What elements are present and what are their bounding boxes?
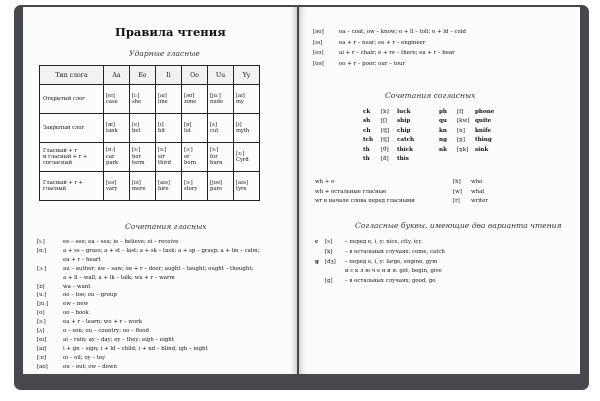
transcription: [uː]	[37, 292, 47, 299]
transcription: [juː]	[37, 301, 49, 308]
syllable-type-cell: Закрытый слог	[40, 114, 104, 143]
table-cell: [iː] she	[130, 85, 156, 114]
vowel-r-line	[313, 50, 455, 56]
table-cell: [juː] nude	[208, 85, 234, 114]
vowel-r-line	[313, 40, 425, 46]
combo-text: o – son; ou – country; oo – flood	[63, 328, 149, 334]
transcription: [ɜː]	[37, 319, 46, 326]
consonant-cell: luck	[397, 108, 411, 115]
transcription: [eə]	[313, 50, 324, 56]
combo-line	[37, 239, 178, 245]
wh-word: writer	[471, 198, 488, 204]
transcription: [ɪə]	[313, 39, 323, 46]
table-cell: [ɪə] mere	[130, 172, 156, 201]
consonant-cell: ck	[363, 108, 371, 115]
consonant-row	[363, 136, 505, 146]
consonant-row	[363, 145, 505, 155]
vowel-r-line	[313, 61, 405, 67]
combo-text: ee – see; ea – sea; ie – believe; ei – receive	[63, 239, 179, 245]
wh-rule: wh + остальные гласные	[315, 188, 387, 195]
consonant-cell: catch	[397, 137, 415, 144]
combo-text: ew – new	[63, 301, 89, 308]
syllable-type-cell: Гласный + r + гласный	[40, 172, 104, 201]
consonant-cell: sh	[363, 118, 371, 125]
combo-text: oo – too; ou – group	[63, 292, 117, 299]
consonant-cell: quite	[475, 118, 492, 125]
consonant-cell	[439, 155, 457, 165]
consonant-cell: chip	[397, 127, 411, 134]
consonant-cell: th	[363, 146, 370, 153]
transcription: [ɑː]	[37, 247, 47, 254]
table-cell: [aɪ] my	[234, 85, 260, 114]
table-cell: [ɒ] lot	[182, 114, 208, 143]
consonant-cell	[457, 155, 475, 165]
double-text: – в остальных случаях: good, go	[345, 278, 436, 285]
consonant-cell: th	[363, 156, 370, 163]
combo-text: ai – rain; ay – day; ey – they; eigh – eight	[63, 336, 174, 343]
consonant-cell: [tʃ]	[381, 127, 390, 134]
transcription: [əʊ]	[313, 29, 324, 35]
table-cell: [aɪə] hire	[156, 172, 182, 201]
double-text: и с к л ю ч е н и я: get, begin, give	[345, 268, 442, 275]
combo-line	[37, 301, 88, 307]
consonant-cell: ch	[363, 127, 371, 134]
wh-tr: [h]	[453, 179, 461, 185]
table-header: Ee	[130, 66, 156, 85]
vowel-combinations-title: Сочетания гласных	[125, 222, 207, 231]
table-cell: [ɜː] sir third	[156, 143, 182, 172]
line-text: oo + r – poor; our – tour	[339, 60, 406, 67]
table-row	[40, 143, 260, 172]
transcription: [aɪ]	[37, 345, 47, 352]
wh-word: what	[471, 188, 485, 195]
table-cell: [aɪ] line	[156, 85, 182, 114]
combo-line	[37, 346, 208, 352]
line-text: oa – coat; ow – know; o + ll – toll; o + ld – cold	[339, 29, 466, 35]
double-letter: g	[315, 258, 319, 265]
double-text: – в остальных случаях: come, catch	[345, 248, 445, 255]
double-text: – перед e, i, y: nice, city, icy	[345, 239, 422, 245]
combo-line	[37, 364, 117, 370]
consonant-cell: [kw]	[457, 118, 470, 125]
combo-text: ea + r – heart	[63, 256, 101, 263]
consonant-cell: [ŋk]	[457, 146, 469, 153]
transcription: [aʊ]	[37, 363, 48, 370]
table-header: Oo	[182, 66, 208, 85]
consonant-cell: [ʃ]	[381, 118, 387, 125]
stressed-vowels-subtitle: Ударные гласные	[129, 49, 200, 58]
table-cell: [ɪ] bit	[156, 114, 182, 143]
transcription: [ɔɪ]	[37, 354, 46, 361]
table-cell: [ɜː] her term	[130, 143, 156, 172]
vowel-r-line	[313, 29, 466, 35]
consonant-cell: ph	[439, 108, 447, 115]
transcription: [ʌ]	[37, 328, 45, 334]
consonant-cell: [k]	[381, 108, 389, 115]
table-cell: [ɜː] fur burn	[208, 143, 234, 172]
combo-line	[37, 337, 174, 343]
wh-rule: wh + o	[315, 179, 335, 185]
combo-text: au – author; aw – saw; oo + r – door; aught – taught; ought – thought;	[63, 265, 254, 272]
table-row	[40, 114, 260, 143]
double-tr: [s]	[325, 239, 332, 245]
syllable-type-cell: Гласный + r и гласный + r + согласный	[40, 143, 104, 172]
consonant-cell	[475, 155, 505, 165]
consonant-cell: this	[397, 156, 409, 163]
combo-text: wa – want	[63, 283, 91, 290]
double-reading-title: Согласные буквы, имеющие два варианта чтения	[355, 221, 562, 230]
consonant-cell: phone	[475, 108, 495, 115]
syllable-type-cell: Открытый слог	[40, 85, 104, 114]
right-page	[299, 7, 580, 374]
wh-tr: [r]	[453, 198, 460, 204]
table-cell: [aɪə] tyre	[234, 172, 260, 201]
table-header: Uu	[208, 66, 234, 85]
consonant-row	[363, 155, 505, 165]
table-cell: [jʊə] pure	[208, 172, 234, 201]
table-cell: [ʌ] cut	[208, 114, 234, 143]
consonant-cell: ship	[397, 118, 411, 125]
consonant-cell: nk	[439, 146, 447, 153]
consonant-cell: [ŋ]	[457, 137, 465, 144]
transcription: [ʊə]	[313, 60, 324, 67]
consonant-cell: knife	[475, 127, 492, 134]
table-row	[40, 172, 260, 201]
table-cell: [æ] tank	[104, 114, 130, 143]
combo-line	[37, 266, 253, 272]
consonant-row	[363, 126, 505, 136]
consonant-cell: thick	[397, 146, 414, 153]
combo-line	[37, 310, 89, 316]
combo-line	[37, 275, 175, 281]
double-letter: c	[315, 239, 319, 245]
consonant-cell: qu	[439, 118, 447, 125]
consonant-cell: [f]	[457, 108, 464, 115]
combo-line	[37, 328, 149, 334]
table-header: Ii	[156, 66, 182, 85]
consonant-cell: [ð]	[381, 156, 389, 163]
wh-word: who	[471, 179, 483, 185]
table-header: Тип слога	[40, 66, 104, 85]
consonant-cell: ng	[439, 137, 447, 144]
table-header: Yy	[234, 66, 260, 85]
combo-line	[37, 257, 101, 263]
transcription: [ɔː]	[37, 265, 47, 272]
consonant-cell: tch	[363, 137, 374, 144]
consonant-row	[363, 107, 505, 117]
transcription: [eɪ]	[37, 336, 47, 343]
combo-line	[37, 248, 259, 254]
line-text: ai + r – chair; e + re – there; ea + r – bear	[339, 50, 455, 56]
transcription: [ʊ]	[37, 310, 45, 317]
table-cell: [ɜː] Cyrd	[234, 143, 260, 172]
page-title: Правила чтения	[115, 25, 226, 39]
table-cell: [eə] vary	[104, 172, 130, 201]
consonant-cell: thing	[475, 137, 492, 144]
table-header: Aa	[104, 66, 130, 85]
transcription: [iː]	[37, 239, 45, 245]
consonant-cell: [n]	[457, 127, 465, 134]
reading-rules-table	[39, 65, 260, 201]
combo-text: ea + r – learn; wo + r – work	[63, 319, 142, 326]
double-tr: [dʒ]	[325, 258, 336, 265]
combo-line	[37, 292, 117, 298]
consonant-cell: [θ]	[381, 146, 389, 153]
combo-text: oi – oil; oy – toy	[63, 354, 106, 361]
combo-line	[37, 284, 90, 290]
combo-line	[37, 355, 105, 361]
double-tr: [g]	[325, 278, 333, 285]
consonant-cell: sink	[475, 146, 489, 153]
double-tr: [k]	[325, 248, 333, 255]
combo-text: oo – book	[63, 310, 89, 317]
wh-tr: [w]	[453, 188, 462, 195]
consonant-combinations-title: Сочетания согласных	[385, 91, 476, 100]
combo-line	[37, 319, 142, 325]
combo-text: i + gn – sign; i + ld – child; i + nd – blind; igh – night	[63, 345, 208, 352]
table-cell: [ɑː] car park	[104, 143, 130, 172]
left-page	[23, 7, 297, 374]
table-cell: [ɔː] or born	[182, 143, 208, 172]
wh-rule: wr в начале слова перед гласными	[315, 198, 415, 204]
consonant-row	[363, 117, 505, 127]
consonant-table	[363, 107, 505, 164]
table-cell: [e] bet	[130, 114, 156, 143]
combo-text: ou – out; ow – down	[63, 363, 118, 370]
table-cell: [eɪ] case	[104, 85, 130, 114]
table-cell: [ɪ] myth	[234, 114, 260, 143]
double-text: – перед e, i, y: large, engine, gym	[345, 258, 438, 265]
table-cell: [əʊ] zone	[182, 85, 208, 114]
table-cell: [ɔː] story	[182, 172, 208, 201]
combo-text: a + ss – grass; a + st – last; a + sk – task; a + sp – grasp; a + lm – calm;	[63, 247, 260, 254]
table-row	[40, 85, 260, 114]
combo-text: a + ll – wall; a + lk – talk; wa + r – warm	[63, 274, 175, 281]
consonant-cell: kn	[439, 127, 447, 134]
transcription: [ɒ]	[37, 283, 45, 290]
table-header-row	[40, 66, 260, 85]
consonant-cell: [tʃ]	[381, 137, 390, 144]
line-text: ea + r – near; ee + r – engineer	[339, 39, 426, 46]
